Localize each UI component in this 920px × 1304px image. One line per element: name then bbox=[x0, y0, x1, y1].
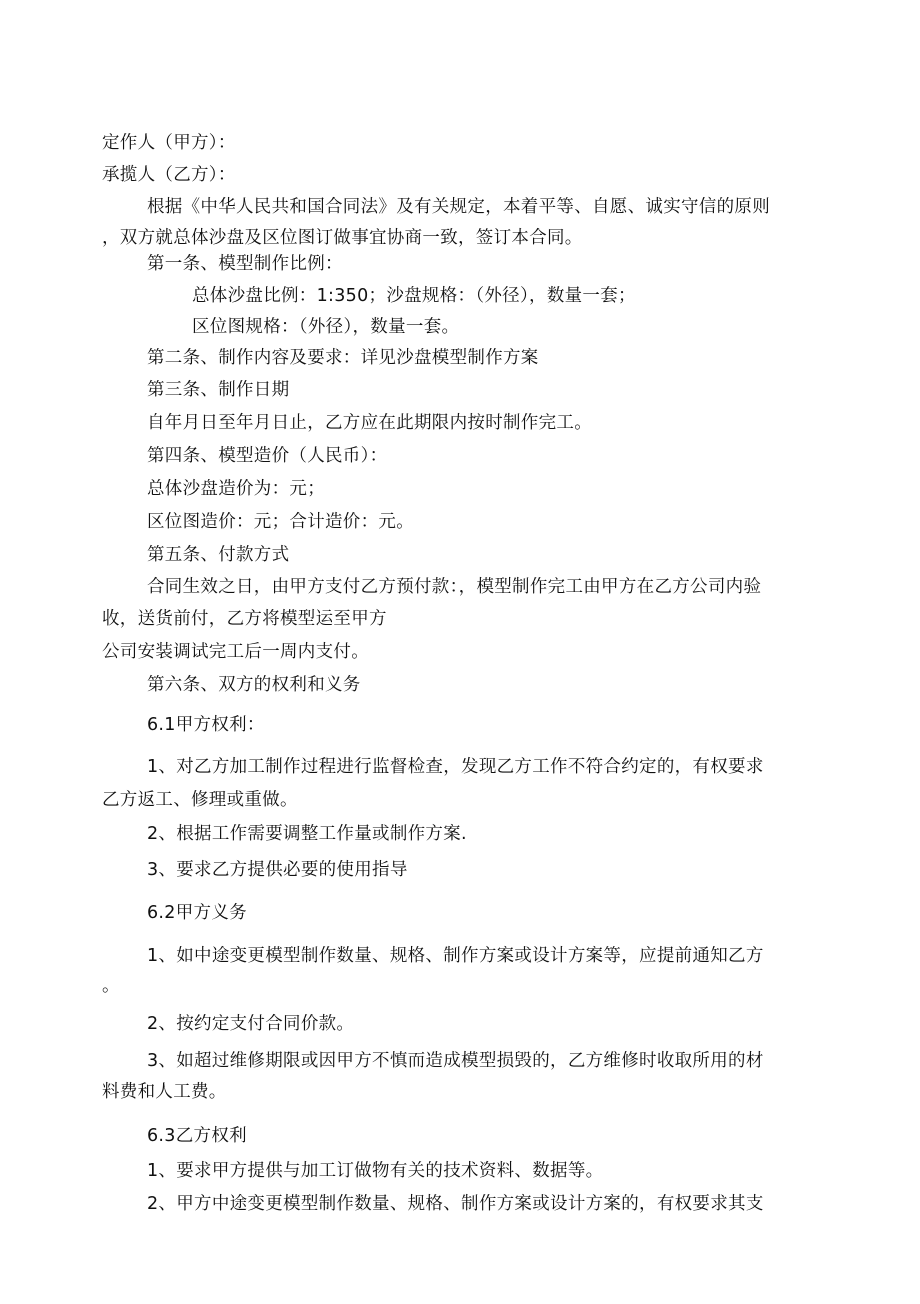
article-4-location-price: 区位图造价：元；合计造价：元。 bbox=[147, 512, 414, 532]
article-5-line-2: 收，送货前付，乙方将模型运至甲方 bbox=[102, 609, 387, 629]
section-6-1-item-1a: 1、对乙方加工制作过程进行监督检查，发现乙方工作不符合约定的，有权要求 bbox=[147, 757, 764, 777]
section-6-2-item-1b: 。 bbox=[102, 976, 120, 996]
party-b-line: 承揽人（乙方）： bbox=[102, 165, 236, 185]
preamble-line-1: 根据《中华人民共和国合同法》及有关规定，本着平等、自愿、诚实守信的原则 bbox=[147, 197, 770, 217]
section-6-3-title: 6.3乙方权利 bbox=[147, 1126, 247, 1146]
article-5-line-3: 公司安装调试完工后一周内支付。 bbox=[102, 642, 369, 662]
article-2-title: 第二条、制作内容及要求：详见沙盘模型制作方案 bbox=[147, 348, 539, 368]
section-6-1-item-3: 3、要求乙方提供必要的使用指导 bbox=[147, 860, 408, 880]
article-6-title: 第六条、双方的权利和义务 bbox=[147, 675, 361, 695]
section-6-3-item-2: 2、甲方中途变更模型制作数量、规格、制作方案或设计方案的，有权要求其支 bbox=[147, 1194, 764, 1214]
section-6-3-item-1: 1、要求甲方提供与加工订做物有关的技术资料、数据等。 bbox=[147, 1161, 604, 1181]
section-6-1-title: 6.1甲方权利： bbox=[147, 715, 265, 735]
section-6-2-title: 6.2甲方义务 bbox=[147, 903, 247, 923]
article-3-title: 第三条、制作日期 bbox=[147, 380, 290, 400]
article-1-location-map: 区位图规格：（外径），数量一套。 bbox=[192, 317, 460, 337]
section-6-1-item-2: 2、根据工作需要调整工作量或制作方案. bbox=[147, 824, 467, 844]
article-1-title: 第一条、模型制作比例： bbox=[147, 254, 343, 274]
article-1-scale: 总体沙盘比例：1:350；沙盘规格：（外径），数量一套； bbox=[192, 286, 636, 306]
article-5-title: 第五条、付款方式 bbox=[147, 545, 290, 565]
section-6-1-item-1b: 乙方返工、修理或重做。 bbox=[102, 790, 298, 810]
article-5-line-1: 合同生效之日，由甲方支付乙方预付款：，模型制作完工由甲方在乙方公司内验 bbox=[147, 577, 762, 597]
section-6-2-item-3a: 3、如超过维修期限或因甲方不慎而造成模型损毁的，乙方维修时收取所用的材 bbox=[147, 1051, 764, 1071]
party-a-line: 定作人（甲方）： bbox=[102, 133, 236, 153]
article-3-text: 自年月日至年月日止，乙方应在此期限内按时制作完工。 bbox=[147, 413, 592, 433]
section-6-2-item-3b: 料费和人工费。 bbox=[102, 1082, 227, 1102]
article-4-total-price: 总体沙盘造价为：元； bbox=[147, 479, 325, 499]
section-6-2-item-1a: 1、如中途变更模型制作数量、规格、制作方案或设计方案等，应提前通知乙方 bbox=[147, 946, 764, 966]
section-6-2-item-2: 2、按约定支付合同价款。 bbox=[147, 1014, 355, 1034]
preamble-line-2: ，双方就总体沙盘及区位图订做事宜协商一致，签订本合同。 bbox=[102, 228, 583, 248]
article-4-title: 第四条、模型造价（人民币）： bbox=[147, 446, 388, 466]
